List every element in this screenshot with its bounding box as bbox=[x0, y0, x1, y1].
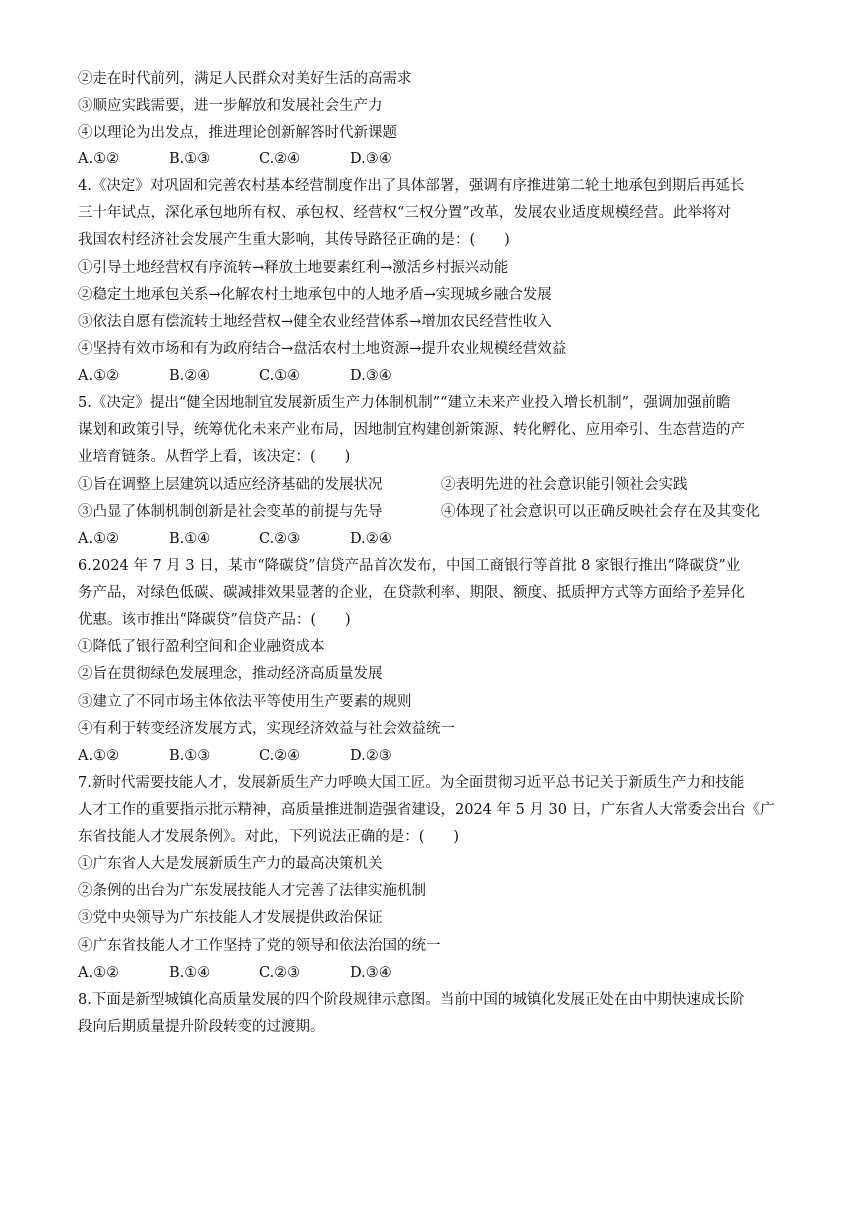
option-d: D.③④ bbox=[350, 965, 392, 981]
option-c: C.②④ bbox=[259, 748, 301, 764]
prev-item-4: ④以理论为出发点，推进理论创新解答时代新课题 bbox=[78, 125, 397, 141]
q4-stem-line-2: 三十年试点，深化承包地所有权、承包权、经营权“三权分置”改革，发展农业适度规模经营。此举将对 bbox=[78, 205, 731, 221]
q7-options bbox=[78, 963, 638, 983]
prev-item-2: ②走在时代前列，满足人民群众对美好生活的高需求 bbox=[78, 71, 412, 87]
q7-stem-line-3: 东省技能人才发展条例》。对此，下列说法正确的是：( ) bbox=[78, 829, 460, 845]
q5-options bbox=[78, 529, 638, 549]
option-c: C.②④ bbox=[259, 151, 301, 167]
q6-item-2: ②旨在贯彻绿色发展理念，推动经济高质量发展 bbox=[78, 666, 383, 682]
option-c: C.②③ bbox=[259, 965, 301, 981]
q7-item-4: ④广东省技能人才工作坚持了党的领导和依法治国的统一 bbox=[78, 938, 441, 954]
q6-item-4: ④有利于转变经济发展方式，实现经济效益与社会效益统一 bbox=[78, 721, 455, 737]
option-a: A.①② bbox=[78, 965, 120, 981]
prev-item-3: ③顺应实践需要，进一步解放和发展社会生产力 bbox=[78, 98, 383, 114]
q5-item-1: ①旨在调整上层建筑以适应经济基础的发展状况 bbox=[78, 477, 383, 493]
option-c: C.②③ bbox=[259, 531, 301, 547]
q6-options bbox=[78, 746, 638, 766]
q4-item-1: ①引导土地经营权有序流转→释放土地要素红利→激活乡村振兴动能 bbox=[78, 260, 509, 276]
q4-options bbox=[78, 366, 638, 386]
q6-stem-line-3: 优惠。该市推出“降碳贷”信贷产品：( ) bbox=[78, 612, 351, 628]
option-b: B.②④ bbox=[169, 368, 211, 384]
q4-item-4: ④坚持有效市场和有为政府结合→盘活农村土地资源→提升农业规模经营效益 bbox=[78, 341, 567, 357]
q7-stem-line-1: 7.新时代需要技能人才，发展新质生产力呼唤大国工匠。为全面贯彻习近平总书记关于新质生产力和技能 bbox=[78, 775, 745, 791]
q5-stem-line-2: 谋划和政策引导，统筹优化未来产业布局，因地制宜构建创新策源、转化孵化、应用牵引、生态营造的产 bbox=[78, 422, 745, 438]
option-a: A.①② bbox=[78, 368, 120, 384]
q6-stem-line-1: 6.2024 年 7 月 3 日，某市“降碳贷”信贷产品首次发布，中国工商银行等首批 8 家银行推出“降碳贷”业 bbox=[78, 558, 741, 574]
option-a: A.①② bbox=[78, 531, 120, 547]
q7-item-2: ②条例的出台为广东发展技能人才完善了法律实施机制 bbox=[78, 883, 426, 899]
option-d: D.③④ bbox=[350, 151, 392, 167]
q5-item-2: ②表明先进的社会意识能引领社会实践 bbox=[441, 477, 688, 493]
q5-item-3: ③凸显了体制机制创新是社会变革的前提与先导 bbox=[78, 504, 383, 520]
prev-options bbox=[78, 149, 638, 169]
option-b: B.①③ bbox=[169, 748, 211, 764]
q5-stem-line-1: 5.《决定》提出“健全因地制宜发展新质生产力体制机制”“建立未来产业投入增长机制”，强调加强前瞻 bbox=[78, 395, 731, 411]
q4-item-3: ③依法自愿有偿流转土地经营权→健全农业经营体系→增加农民经营性收入 bbox=[78, 314, 552, 330]
q7-item-1: ①广东省人大是发展新质生产力的最高决策机关 bbox=[78, 856, 383, 872]
q4-stem-line-1: 4.《决定》对巩固和完善农村基本经营制度作出了具体部署，强调有序推进第二轮土地承包到期后再延长 bbox=[78, 178, 745, 194]
option-d: D.②④ bbox=[350, 531, 392, 547]
option-d: D.③④ bbox=[350, 368, 392, 384]
option-a: A.①② bbox=[78, 151, 120, 167]
q4-stem-line-3: 我国农村经济社会发展产生重大影响，其传导路径正确的是：( ) bbox=[78, 232, 510, 248]
q5-item-4: ④体现了社会意识可以正确反映社会存在及其变化 bbox=[441, 504, 760, 520]
q8-stem-line-2: 段向后期质量提升阶段转变的过渡期。 bbox=[78, 1019, 325, 1035]
q7-item-3: ③党中央领导为广东技能人才发展提供政治保证 bbox=[78, 910, 383, 926]
option-b: B.①③ bbox=[169, 151, 211, 167]
q4-item-2: ②稳定土地承包关系→化解农村土地承包中的人地矛盾→实现城乡融合发展 bbox=[78, 287, 552, 303]
option-b: B.①④ bbox=[169, 531, 211, 547]
q8-stem-line-1: 8.下面是新型城镇化高质量发展的四个阶段规律示意图。当前中国的城镇化发展正处在由中期快速成长阶 bbox=[78, 992, 745, 1008]
q7-stem-line-2: 人才工作的重要指示批示精神，高质量推进制造强省建设，2024 年 5 月 30 日，广东省人大常委会出台《广 bbox=[78, 802, 775, 818]
q5-stem-line-3: 业培育链条。从哲学上看，该决定：( ) bbox=[78, 449, 351, 465]
option-b: B.①④ bbox=[169, 965, 211, 981]
q6-item-3: ③建立了不同市场主体依法平等使用生产要素的规则 bbox=[78, 694, 412, 710]
option-a: A.①② bbox=[78, 748, 120, 764]
q6-stem-line-2: 务产品，对绿色低碳、碳减排效果显著的企业，在贷款利率、期限、额度、抵质押方式等方面给予差异化 bbox=[78, 585, 745, 601]
option-d: D.②③ bbox=[350, 748, 392, 764]
option-c: C.①④ bbox=[259, 368, 301, 384]
q6-item-1: ①降低了银行盈利空间和企业融资成本 bbox=[78, 639, 325, 655]
